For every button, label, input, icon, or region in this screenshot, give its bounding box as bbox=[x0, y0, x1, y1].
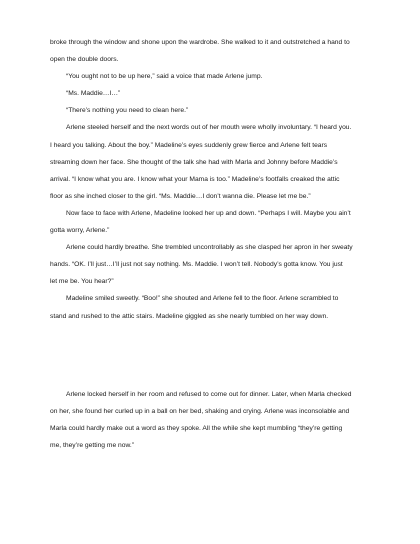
paragraph-voice bbox=[50, 68, 370, 85]
text-line: gotta worry, Arlene.” bbox=[50, 227, 110, 235]
text-line: broke through the window and shone upon the wardrobe. She walked to it and outstretched a hand to bbox=[50, 39, 350, 46]
text-line: I heard you talking. About the boy.” Madeline’s eyes suddenly grew fierce and Arlene felt tears bbox=[50, 141, 328, 149]
text-line: let me be. You hear?” bbox=[50, 278, 114, 286]
paragraph-ms-maddie bbox=[50, 85, 370, 102]
text-line: me, they’re getting me now.” bbox=[50, 441, 135, 449]
paragraph-arlene-steeled bbox=[50, 119, 370, 204]
paragraph-hardly-breathe bbox=[50, 239, 370, 290]
paragraph-boo bbox=[50, 290, 370, 324]
text-line: Madeline smiled sweetly. “Boo!” she shouted and Arlene fell to the floor. Arlene scrambled to bbox=[66, 295, 339, 303]
text-line: floor as she inched closer to the girl. “Ms. Maddie…I don’t wanna die. Please let me be.” bbox=[50, 192, 311, 200]
paragraph-locked-room bbox=[50, 386, 370, 454]
text-line: on her, she found her curled up in a ball on her bed, shaking and crying. Arlene was inconsolable and bbox=[50, 407, 350, 415]
text-line: hands. “OK. I’ll just…I’ll just not say nothing. Ms. Maddie. I won’t tell. Nobody’s gotta know. You just bbox=[50, 261, 343, 269]
paragraph-face-to-face bbox=[50, 205, 370, 239]
text-line: Arlene steeled herself and the next words out of her mouth were wholly involuntary. “I heard you. bbox=[66, 124, 352, 132]
text-line: Now face to face with Arlene, Madeline looked her up and down. “Perhaps I will. Maybe you ain’t bbox=[66, 209, 351, 217]
text-line: “There’s nothing you need to clean here.” bbox=[66, 107, 189, 115]
text-line: Arlene could hardly breathe. She trembled uncontrollably as she clasped her apron in her sweaty bbox=[66, 244, 353, 252]
text-line: stand and rushed to the attic stairs. Madeline giggled as she nearly tumbled on her way down. bbox=[50, 312, 329, 320]
paragraph-wardrobe bbox=[50, 34, 370, 68]
text-line: “Ms. Maddie…I…” bbox=[66, 90, 121, 98]
text-line: arrival. “I know what you are. I know what your Mama is too.” Madeline’s footfalls creaked the attic bbox=[50, 175, 340, 183]
text-line: open the double doors. bbox=[50, 56, 119, 64]
section-break bbox=[50, 325, 370, 386]
text-line: Arlene locked herself in her room and refused to come out for dinner. Later, when Marla checked bbox=[66, 390, 352, 398]
text-line: Marla could hardly make out a word as they spoke. All the while she kept mumbling “they’re getting bbox=[50, 424, 343, 432]
paragraph-nothing-to-clean bbox=[50, 102, 370, 119]
text-line: streaming down her face. She thought of the talk she had with Marla and Johnny before Maddie’s bbox=[50, 158, 338, 166]
text-line: “You ought not to be up here,” said a voice that made Arlene jump. bbox=[66, 73, 263, 81]
